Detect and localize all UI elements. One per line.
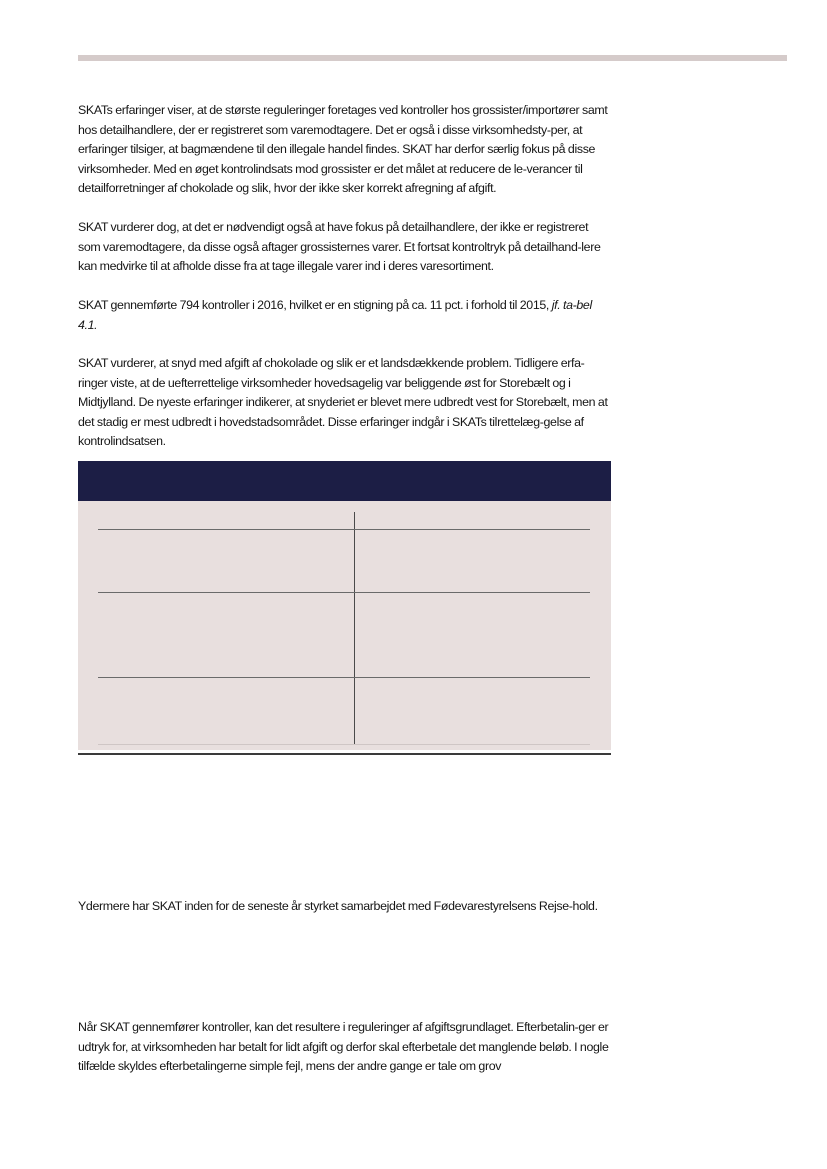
paragraph-detailhandlere: SKAT vurderer dog, at det er nødvendigt også at have fokus på detailhandlere, der ikke er registreret som varemodtagere, da disse også aftager grossisternes varer. Et fortsat kontroltryk på detailhand-lere kan medvirke til at afholde disse fra at tage illegale varer ind i deres varesortiment. xyxy=(78,220,601,273)
kontroller-text: SKAT gennemførte 794 kontroller i 2016, hvilket er en stigning på ca. 11 pct. i forhold til 2015, xyxy=(78,298,549,312)
paragraph-kontroller-2016 xyxy=(78,296,612,335)
table-row-rule xyxy=(98,677,590,678)
paragraph-efterbetalinger: Når SKAT gennemfører kontroller, kan det resultere i reguleringer af afgiftsgrundlaget. Efterbetalin-ger er udtryk for, at virksomheden har betalt for lidt afgift og derfor skal efterbetale det manglende beløb. I nogle tilfælde skyldes efterbetalingerne simple fejl, mens der andre gange er tale om grov xyxy=(78,1020,609,1073)
table-4-1 xyxy=(78,461,611,750)
table-column-divider xyxy=(354,512,355,745)
paragraph-landsdaekkende: SKAT vurderer, at snyd med afgift af chokolade og slik er et landsdækkende problem. Tidligere erfa-ringer viste, at de uefterrettelige virksomheder hovedsagelig var beliggende øst for Storebælt og i Midtjylland. De nyeste erfaringer indikerer, at snyderiet er blevet mere udbredt vest for Storebælt, men at det stadig er mest udbredt i hovedstadsområdet. Disse erfaringer indgår i SKATs tilrettelæg-gelse af kontrolindsatsen. xyxy=(78,356,608,448)
table-row-rule xyxy=(98,529,590,530)
paragraph-samarbejde: Ydermere har SKAT inden for de seneste år styrket samarbejdet med Fødevarestyrelsens Rejse-hold. xyxy=(78,899,598,913)
table-reference-link[interactable]: jf. ta-bel 4.1. xyxy=(78,298,592,332)
table-row-rule xyxy=(98,592,590,593)
table-row-rule-bottom xyxy=(98,744,590,745)
table-header xyxy=(78,461,611,501)
top-rule xyxy=(78,55,787,61)
paragraph-grossister: SKATs erfaringer viser, at de største reguleringer foretages ved kontroller hos grossister/importører samt hos detailhandlere, der er registreret som varemodtagere. Det er også i disse virksomhedsty-per, at erfaringer tilsiger, at bagmændene til den illegale handel findes. SKAT har derfor særlig fokus på disse virksomheder. Med en øget kontrolindsats mod grossister er det målet at reducere de le-verancer til detailforretninger af chokolade og slik, hvor der ikke sker korrekt afregning af afgift. xyxy=(78,103,608,195)
table-bottom-rule xyxy=(78,753,611,755)
